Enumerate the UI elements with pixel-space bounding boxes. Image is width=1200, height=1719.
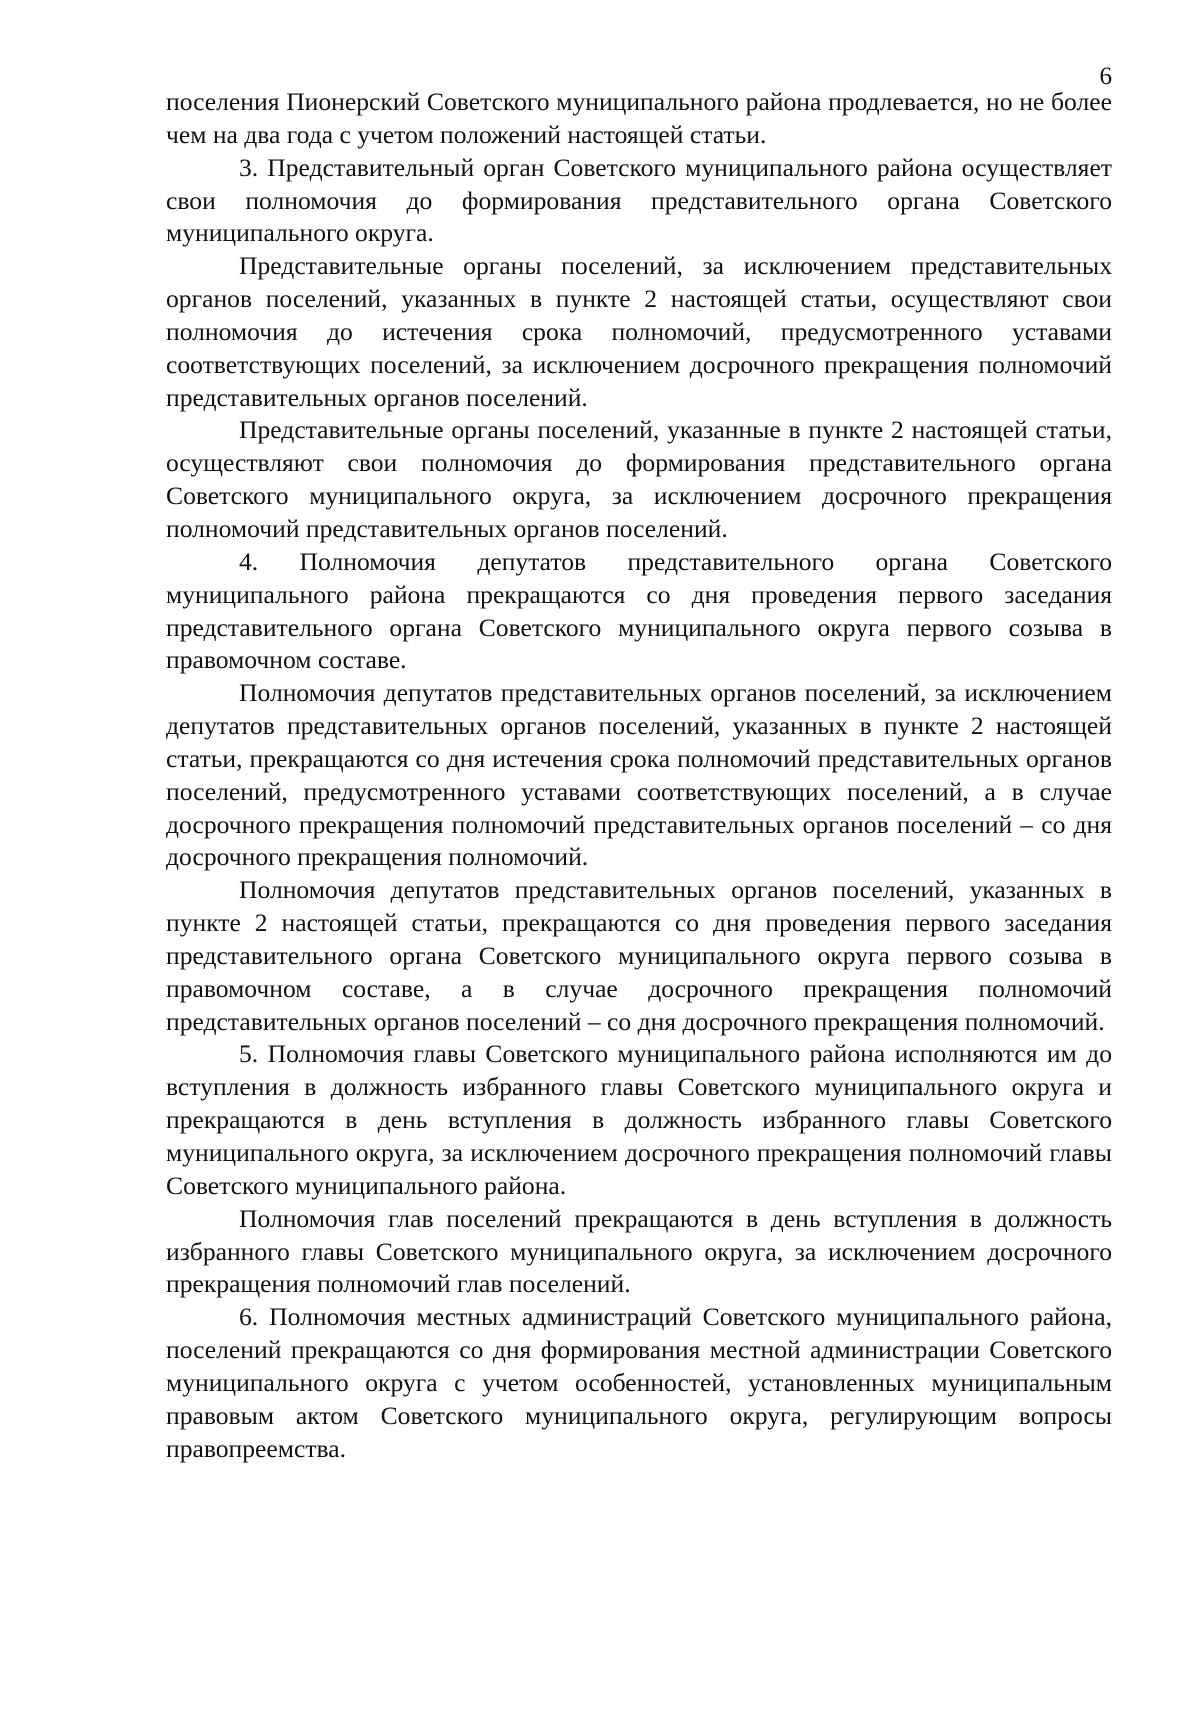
page-number: 6 [1099,63,1112,90]
paragraph: Полномочия депутатов представительных органов поселений, указанных в пункте 2 настоящей статьи, прекращаются со дня проведения первого заседания представительного органа Советского муниципального округа первого созыва в правомочном составе, а в случае досрочного прекращения полномочий представительных органов поселений – со дня досрочного прекращения полномочий. [166,875,1112,1036]
paragraph-continuation: поселения Пионерский Советского муниципального района продлевается, но не более чем на два года с учетом положений настоящей статьи. [166,87,1112,149]
paragraph-item-6: 6. Полномочия местных администраций Советского муниципального района, поселений прекращаются со дня формирования местной администрации Советского муниципального округа с учетом особенностей, установленных муниципальным правовым актом Советского муниципального округа, регулирующим вопросы правопреемства. [166,1302,1112,1463]
paragraph-item-3: 3. Представительный орган Советского муниципального района осуществляет свои полномочия до формирования представительного органа Советского муниципального округа. [166,152,1112,248]
paragraph-item-5: 5. Полномочия главы Советского муниципального района исполняются им до вступления в должность избранного главы Советского муниципального округа и прекращаются в день вступления в должность избранного главы Советского муниципального округа, за исключением досрочного прекращения полномочий главы Советского муниципального района. [166,1039,1112,1200]
paragraph: Представительные органы поселений, указанные в пункте 2 настоящей статьи, осуществляют свои полномочия до формирования представительного органа Советского муниципального округа, за исключением досрочного прекращения полномочий представительных органов поселений. [166,415,1112,543]
paragraph: Представительные органы поселений, за исключением представительных органов поселений, указанных в пункте 2 настоящей статьи, осуществляют свои полномочия до истечения срока полномочий, предусмотренного уставами соответствующих поселений, за исключением досрочного прекращения полномочий представительных органов поселений. [166,251,1112,412]
paragraph-item-4: 4. Полномочия депутатов представительного органа Советского муниципального района прекращаются со дня проведения первого заседания представительного органа Советского муниципального округа первого созыва в правомочном составе. [166,546,1112,675]
paragraph: Полномочия глав поселений прекращаются в день вступления в должность избранного главы Советского муниципального округа, за исключением досрочного прекращения полномочий глав поселений. [166,1203,1112,1299]
document-body [166,86,1112,1465]
paragraph: Полномочия депутатов представительных органов поселений, за исключением депутатов представительных органов поселений, указанных в пункте 2 настоящей статьи, прекращаются со дня истечения срока полномочий представительных органов поселений, предусмотренного уставами соответствующих поселений, а в случае досрочного прекращения полномочий представительных органов поселений – со дня досрочного прекращения полномочий. [166,678,1112,872]
